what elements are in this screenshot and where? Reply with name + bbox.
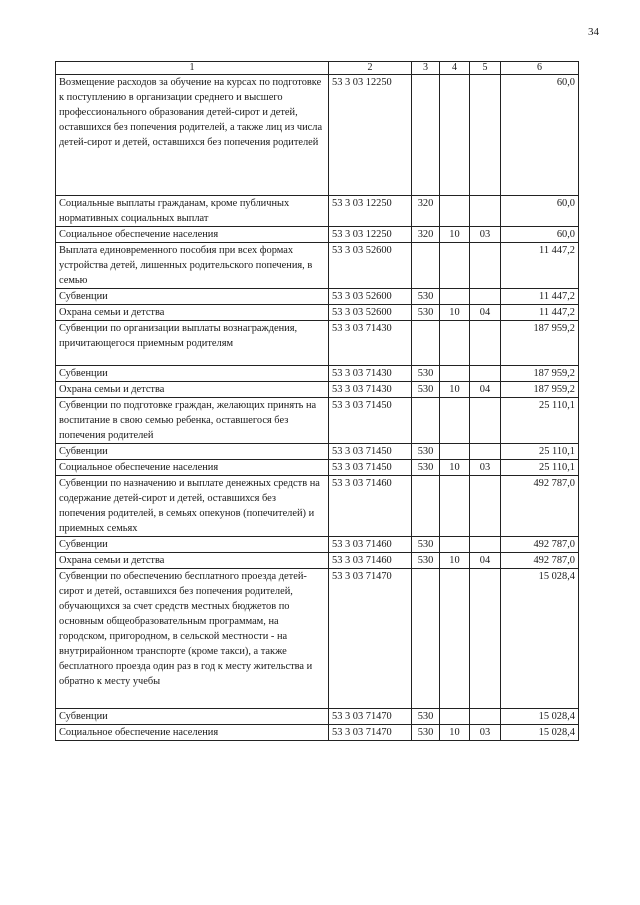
header-col-1: 1	[56, 62, 329, 75]
row-code: 53 3 03 71470	[329, 725, 412, 741]
row-amount: 60,0	[501, 75, 579, 196]
row-name: Выплата единовременного пособия при всех формах устройства детей, лишенных родительского попечения, в семью	[56, 243, 329, 289]
header-col-4: 4	[440, 62, 470, 75]
row-col-5	[470, 289, 501, 305]
row-amount: 60,0	[501, 196, 579, 227]
table-row	[56, 553, 579, 569]
table-row	[56, 725, 579, 741]
table-row	[56, 382, 579, 398]
row-name: Социальное обеспечение населения	[56, 460, 329, 476]
row-amount: 25 110,1	[501, 460, 579, 476]
row-col-4	[440, 709, 470, 725]
row-col-3: 530	[412, 725, 440, 741]
row-col-3	[412, 398, 440, 444]
row-col-4	[440, 366, 470, 382]
table-row	[56, 243, 579, 289]
row-name: Охрана семьи и детства	[56, 305, 329, 321]
table-row	[56, 460, 579, 476]
table-row	[56, 398, 579, 444]
row-col-3	[412, 75, 440, 196]
table-row	[56, 227, 579, 243]
row-amount: 187 959,2	[501, 366, 579, 382]
row-col-3: 530	[412, 382, 440, 398]
row-col-3	[412, 569, 440, 709]
table-row	[56, 366, 579, 382]
row-code: 53 3 03 52600	[329, 289, 412, 305]
row-code: 53 3 03 52600	[329, 305, 412, 321]
row-col-5: 04	[470, 382, 501, 398]
row-col-4	[440, 196, 470, 227]
row-amount: 187 959,2	[501, 321, 579, 366]
row-col-3	[412, 321, 440, 366]
row-name: Субвенции	[56, 366, 329, 382]
row-col-4: 10	[440, 382, 470, 398]
row-amount: 11 447,2	[501, 305, 579, 321]
row-col-5: 03	[470, 460, 501, 476]
row-col-5: 04	[470, 305, 501, 321]
row-col-3: 530	[412, 537, 440, 553]
header-col-2: 2	[329, 62, 412, 75]
row-col-5	[470, 398, 501, 444]
row-code: 53 3 03 71430	[329, 321, 412, 366]
row-col-5	[470, 476, 501, 537]
row-col-5: 03	[470, 227, 501, 243]
row-col-5	[470, 196, 501, 227]
table-row	[56, 569, 579, 709]
row-amount: 60,0	[501, 227, 579, 243]
row-amount: 25 110,1	[501, 398, 579, 444]
row-col-5	[470, 321, 501, 366]
row-col-3: 530	[412, 553, 440, 569]
row-name: Субвенции по подготовке граждан, желающих принять на воспитание в свою семью ребенка, оставшегося без попечения родителей	[56, 398, 329, 444]
row-amount: 15 028,4	[501, 725, 579, 741]
row-col-5	[470, 366, 501, 382]
row-code: 53 3 03 71430	[329, 382, 412, 398]
row-code: 53 3 03 52600	[329, 243, 412, 289]
row-col-4: 10	[440, 553, 470, 569]
row-name: Субвенции по организации выплаты вознаграждения, причитающегося приемным родителям	[56, 321, 329, 366]
table-row	[56, 75, 579, 196]
row-col-3: 530	[412, 366, 440, 382]
budget-table	[55, 61, 579, 741]
row-amount: 15 028,4	[501, 709, 579, 725]
row-name: Субвенции	[56, 289, 329, 305]
row-name: Субвенции	[56, 537, 329, 553]
row-col-3: 530	[412, 289, 440, 305]
row-amount: 492 787,0	[501, 476, 579, 537]
row-code: 53 3 03 71430	[329, 366, 412, 382]
row-amount: 11 447,2	[501, 243, 579, 289]
row-col-5: 03	[470, 725, 501, 741]
row-amount: 25 110,1	[501, 444, 579, 460]
row-col-3: 530	[412, 709, 440, 725]
row-code: 53 3 03 71450	[329, 460, 412, 476]
row-amount: 15 028,4	[501, 569, 579, 709]
header-col-3: 3	[412, 62, 440, 75]
row-col-4	[440, 321, 470, 366]
row-col-4: 10	[440, 305, 470, 321]
row-code: 53 3 03 12250	[329, 227, 412, 243]
row-name: Субвенции	[56, 709, 329, 725]
row-name: Возмещение расходов за обучение на курсах по подготовке к поступлению в организации среднего и высшего профессионального образования детей-сирот и детей, оставшихся без попечения родителей, а также лиц из числа детей-сирот и детей, оставшихся без попечения родителей	[56, 75, 329, 196]
row-col-3	[412, 243, 440, 289]
row-col-4	[440, 243, 470, 289]
row-col-5	[470, 709, 501, 725]
table-row	[56, 196, 579, 227]
row-col-4	[440, 444, 470, 460]
table-row	[56, 709, 579, 725]
row-code: 53 3 03 71460	[329, 476, 412, 537]
row-col-5	[470, 537, 501, 553]
row-code: 53 3 03 12250	[329, 196, 412, 227]
row-name: Субвенции по назначению и выплате денежных средств на содержание детей-сирот и детей, оставшихся без попечения родителей, в семьях опекунов (попечителей) и приемных семьях	[56, 476, 329, 537]
table-row	[56, 321, 579, 366]
row-code: 53 3 03 71460	[329, 553, 412, 569]
row-code: 53 3 03 71450	[329, 398, 412, 444]
header-row	[56, 62, 579, 75]
row-col-4	[440, 569, 470, 709]
row-col-4	[440, 537, 470, 553]
row-code: 53 3 03 71450	[329, 444, 412, 460]
row-name: Охрана семьи и детства	[56, 382, 329, 398]
row-col-4	[440, 75, 470, 196]
row-col-3	[412, 476, 440, 537]
row-amount: 492 787,0	[501, 553, 579, 569]
row-col-4	[440, 476, 470, 537]
row-col-4: 10	[440, 460, 470, 476]
row-col-3: 320	[412, 196, 440, 227]
row-col-5: 04	[470, 553, 501, 569]
table-row	[56, 444, 579, 460]
row-col-5	[470, 444, 501, 460]
row-col-5	[470, 75, 501, 196]
row-name: Субвенции	[56, 444, 329, 460]
row-code: 53 3 03 12250	[329, 75, 412, 196]
row-code: 53 3 03 71470	[329, 709, 412, 725]
table-row	[56, 537, 579, 553]
table-row	[56, 289, 579, 305]
header-col-6: 6	[501, 62, 579, 75]
row-col-3: 530	[412, 305, 440, 321]
row-col-3: 530	[412, 444, 440, 460]
row-name: Охрана семьи и детства	[56, 553, 329, 569]
row-col-3: 320	[412, 227, 440, 243]
table-row	[56, 305, 579, 321]
row-col-3: 530	[412, 460, 440, 476]
row-name: Социальные выплаты гражданам, кроме публичных нормативных социальных выплат	[56, 196, 329, 227]
page-number: 34	[588, 26, 599, 38]
row-amount: 492 787,0	[501, 537, 579, 553]
header-col-5: 5	[470, 62, 501, 75]
row-name: Социальное обеспечение населения	[56, 725, 329, 741]
table-row	[56, 476, 579, 537]
row-name: Социальное обеспечение населения	[56, 227, 329, 243]
row-col-5	[470, 569, 501, 709]
row-col-5	[470, 243, 501, 289]
row-code: 53 3 03 71460	[329, 537, 412, 553]
row-name: Субвенции по обеспечению бесплатного проезда детей-сирот и детей, оставшихся без попечения родителей, обучающихся за счет средств местных бюджетов по основным общеобразовательным программам, на городском, пригородном, в сельской местности - на внутрирайонном транспорте (кроме такси), а также бесплатного проезда один раз в год к месту жительства и обратно к месту учебы	[56, 569, 329, 709]
row-code: 53 3 03 71470	[329, 569, 412, 709]
row-col-4	[440, 398, 470, 444]
row-amount: 11 447,2	[501, 289, 579, 305]
row-col-4: 10	[440, 227, 470, 243]
row-col-4	[440, 289, 470, 305]
row-amount: 187 959,2	[501, 382, 579, 398]
row-col-4: 10	[440, 725, 470, 741]
